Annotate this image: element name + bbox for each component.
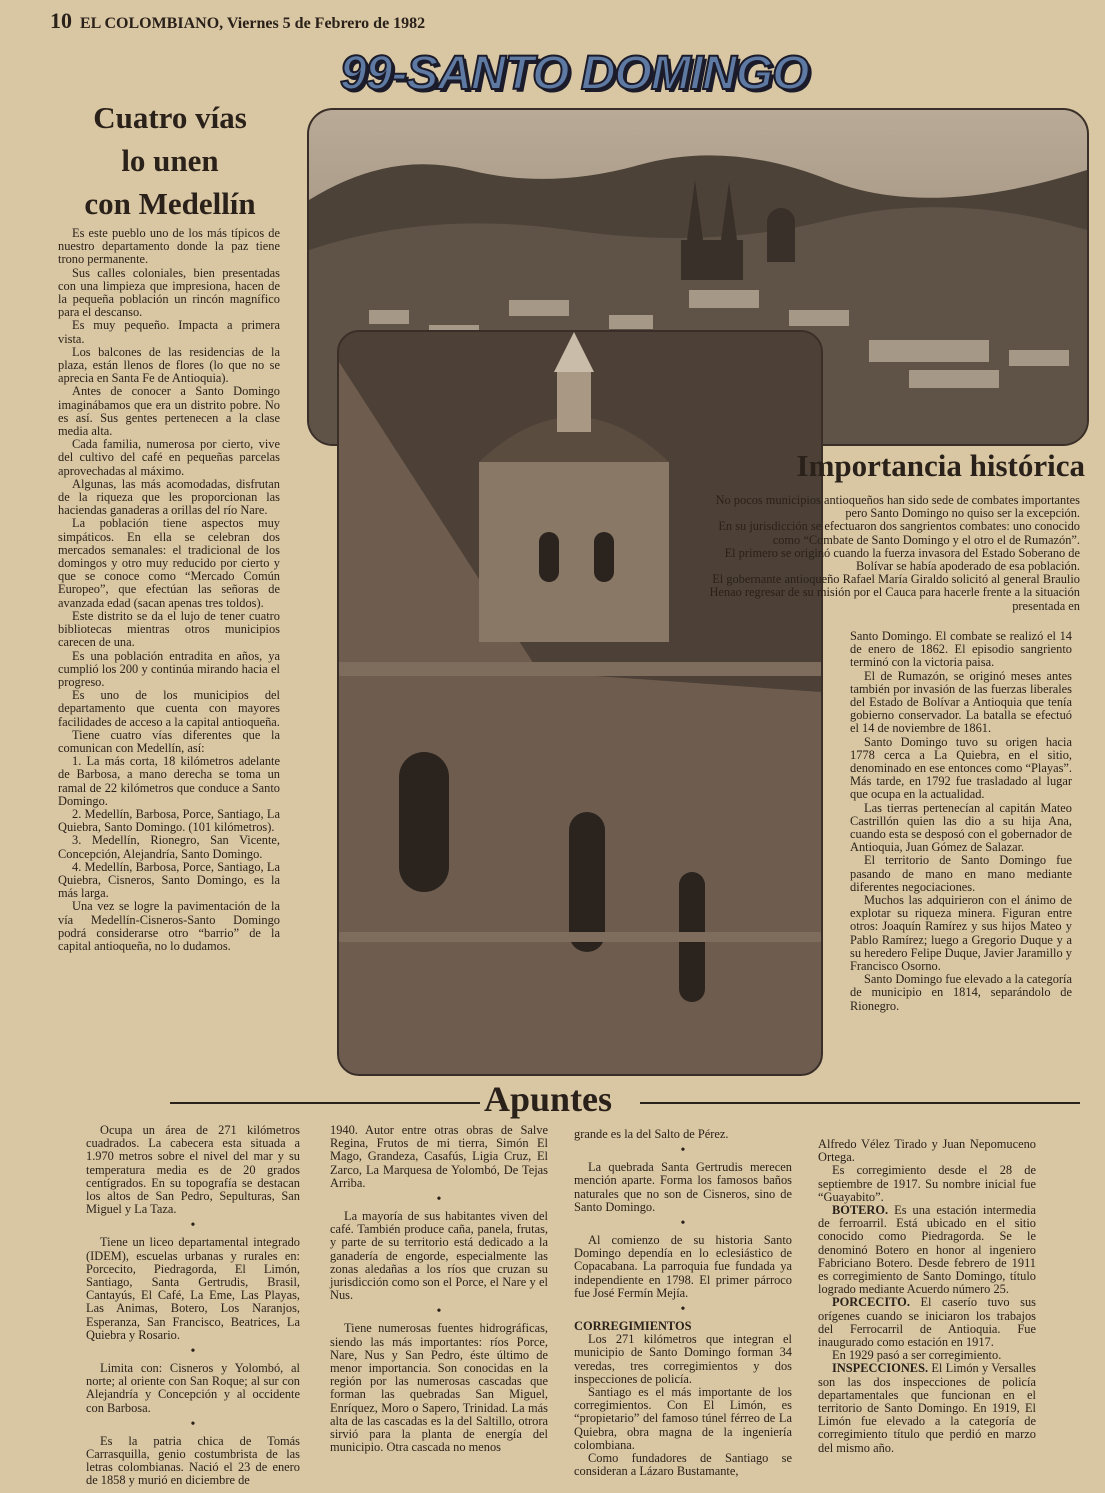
paragraph: 2. Medellín, Barbosa, Porce, Santiago, La Quiebra, Santo Domingo. (101 kilómetros). bbox=[58, 806, 280, 835]
paragraph: Antes de conocer a Santo Domingo imaginábamos que era un distrito pobre. No es así. Sus gentes pertenecen a la clase media alta. bbox=[58, 384, 280, 439]
paragraph: El gobernante antioqueño Rafael María Giraldo solicitó al general Braulio Henao regresar de su misión por el Cauca para hacerle frente a la situación presentada en bbox=[709, 572, 1080, 613]
church-image bbox=[339, 332, 821, 1074]
bullet-separator: • bbox=[680, 1143, 686, 1159]
bullet-separator: • bbox=[436, 1304, 442, 1320]
apuntes-column-4 bbox=[818, 1138, 1036, 1455]
bullet-separator: • bbox=[436, 1192, 442, 1208]
inspecciones-text: El Limón y Versalles son las dos inspecciones de policía departamentales que funcionan en el territorio de Santo Domingo. En 1919, El Limón fue elevado a la categoría de corregimiento título que perdió en marzo del mismo año. bbox=[818, 1361, 1036, 1455]
paragraph: Es uno de los municipios del departamento que cuenta con mayores facilidades de acceso a la capital antioqueña. bbox=[58, 688, 280, 729]
newspaper-dateline: EL COLOMBIANO, Viernes 5 de Febrero de 1982 bbox=[80, 15, 426, 32]
paragraph: Es corregimiento desde el 28 de septiembre de 1917. Su nombre inicial fue “Guayabito”. bbox=[818, 1163, 1036, 1204]
paragraph: grande es la del Salto de Pérez. bbox=[574, 1127, 729, 1141]
paragraph: Santo Domingo. El combate se realizó el 14 de enero de 1862. El episodio sangriento terminó con la victoria paisa. bbox=[850, 629, 1072, 670]
paragraph: Al comienzo de su historia Santo Domingo dependía en lo eclesiástico de Copacabana. La parroquia fue fundada ya independiente en 1798. El primer párroco fue José Fermín Mejía. bbox=[574, 1233, 792, 1300]
paragraph: Tiene numerosas fuentes hidrográficas, siendo las más importantes: ríos Porce, Nare, Nus y San Pedro, éste último de menor importancia. Son conocidas en la región por las numerosas cascadas que forman las quebradas San Miguel, Enríquez, Moro o Sapero, Trinidad. La más alta de las cascadas es la del Saltillo, otrora sirvió para la planta de energía del municipio. Otra cascada no menos bbox=[330, 1321, 548, 1455]
paragraph: Es una población entradita en años, ya cumplió los 200 y continúa mirando hacia el progreso. bbox=[58, 648, 280, 689]
rule-right bbox=[640, 1102, 1080, 1104]
apuntes-column-3 bbox=[574, 1128, 792, 1478]
paragraph: No pocos municipios antioqueños han sido sede de combates importantes pero Santo Domingo no quiso ser la excepción. bbox=[715, 493, 1080, 521]
apuntes-column-1 bbox=[86, 1124, 300, 1488]
inspecciones-heading: INSPECCIONES. bbox=[832, 1361, 929, 1376]
rule-left bbox=[170, 1102, 480, 1104]
paragraph: Este distrito se da el lujo de tener cuatro bibliotecas mientras otros municipios carecen de una. bbox=[58, 608, 280, 650]
paragraph: Como fundadores de Santiago se consideran a Lázaro Bustamante, bbox=[574, 1451, 792, 1479]
paragraph: La población tiene aspectos muy simpáticos. En ella se celebran dos mercados semanales: el tradicional de los domingos y otro muy reducido por cierto y que se conoce como “Mercado Común Europeo”, que efectúan las señoras de avanzada edad (sacan apenas tres toldos). bbox=[58, 516, 280, 610]
porcecito-paragraph bbox=[818, 1296, 1036, 1349]
paragraph: 4. Medellín, Barbosa, Porce, Santiago, La Quiebra, Cisneros, Santo Domingo, es la más larga. bbox=[58, 859, 280, 901]
paragraph: Tiene un liceo departamental integrado (IDEM), escuelas urbanas y rurales en: Porcecito, Piedragorda, El Limón, Santiago, Santa Gertrudis, Brasil, Cantayús, El Café, La Eme, Las Playas, Las Animas, Botero, Los Naranjos, Esperanza, San Francisco, Beatrices, La Quiebra y Rosario. bbox=[86, 1235, 300, 1342]
apuntes-column-2 bbox=[330, 1124, 548, 1454]
paragraph: Alfredo Vélez Tirado y Juan Nepomuceno Ortega. bbox=[818, 1137, 1036, 1165]
importancia-body-wide bbox=[680, 494, 1080, 613]
paragraph: En su jurisdicción se efectuaron dos sangrientos combates: uno conocido como “Combate de Santo Domingo y el otro el de Rumazón”. bbox=[718, 519, 1080, 547]
paragraph: Es este pueblo uno de los más típicos de nuestro departamento donde la paz tiene trono permanente. bbox=[58, 226, 280, 267]
paragraph: Muchos las adquirieron con el ánimo de explotar su riqueza minera. Figuran entre otros: Joaquín Ramírez y sus hijos Mateo y Pablo Ramírez; luego a Gregorio Duque y a su heredero Felipe Duque, Javier Jaramillo y Francisco Osorno. bbox=[850, 893, 1072, 974]
paragraph: El territorio de Santo Domingo fue pasando de mano en mano mediante diferentes negociaciones. bbox=[850, 853, 1072, 894]
botero-paragraph bbox=[818, 1204, 1036, 1296]
paragraph: En 1929 pasó a ser corregimiento. bbox=[832, 1348, 1002, 1363]
paragraph: Cada familia, numerosa por cierto, vive del cultivo del café en pequeñas parcelas aprovechadas al máximo. bbox=[58, 437, 280, 478]
page-header bbox=[50, 8, 425, 34]
importancia-title: Importancia histórica bbox=[796, 448, 1085, 483]
paragraph: Santo Domingo tuvo su origen hacia 1778 cerca a La Quiebra, en el sitio, denominado en ese entonces como “Playas”. Más tarde, en 1792 fue trasladado al lugar que ocupa en la actualidad. bbox=[850, 734, 1072, 802]
title-line: con Medellín bbox=[84, 186, 256, 221]
paragraph: Santo Domingo fue elevado a la categoría de municipio en 1814, separándolo de Rionegro. bbox=[850, 972, 1072, 1013]
inspecciones-paragraph bbox=[818, 1362, 1036, 1454]
left-article-title bbox=[50, 96, 290, 225]
paragraph: Tiene cuatro vías diferentes que la comunican con Medellín, así: bbox=[58, 727, 280, 755]
bullet-separator: • bbox=[190, 1416, 196, 1432]
church-photo bbox=[337, 330, 823, 1076]
paragraph: La quebrada Santa Gertrudis merecen mención aparte. Forma los famosos baños naturales que no son de Cisneros, sino de Santo Domingo. bbox=[574, 1160, 792, 1214]
title-line: Cuatro vías bbox=[93, 100, 247, 135]
paragraph: Es muy pequeño. Impacta a primera vista. bbox=[58, 318, 280, 346]
bullet-separator: • bbox=[680, 1302, 686, 1318]
title-line: lo unen bbox=[121, 143, 219, 178]
bullet-separator: • bbox=[680, 1216, 686, 1232]
bullet-separator: • bbox=[190, 1344, 196, 1360]
paragraph: Es la patria chica de Tomás Carrasquilla, genio costumbrista de las letras colombianas. Nació el 23 de enero de 1858 y murió en diciembre de bbox=[86, 1433, 300, 1488]
paragraph: Limita con: Cisneros y Yolombó, al norte; al oriente con San Roque; al sur con Alejandría y Concepción y al occidente con Barbosa. bbox=[86, 1361, 300, 1415]
porcecito-text: El caserío tuvo sus orígenes cuando se iniciaron los trabajos del Ferrocarril de Antioquia. Fue inaugurado como estación en 1917. bbox=[818, 1295, 1036, 1350]
paragraph: 1940. Autor entre otras obras de Salve Regina, Frutos de mi tierra, Simón El Mago, Grandeza, Casafús, Ligia Cruz, El Zarco, La Marquesa de Yolombó, De Tejas Arriba. bbox=[330, 1123, 548, 1190]
paragraph: La mayoría de sus habitantes viven del café. También produce caña, panela, frutas, y parte de su territorio está dedicado a la ganadería de engorde, especialmente las zonas aledañas a los ríos que cruzan su jurisdicción como son el Porce, el Nare y el Nus. bbox=[330, 1209, 548, 1303]
left-article-body bbox=[58, 227, 280, 953]
paragraph: Los 271 kilómetros que integran el municipio de Santo Domingo forman 34 veredas, tres corregimientos y dos inspecciones de policía. bbox=[574, 1332, 792, 1386]
paragraph: Las tierras pertenecían al capitán Mateo Castrillón quien las dio a su hija Ana, cuando esta se desposó con el gobernador de Antioquia, Juan Gómez de Salazar. bbox=[850, 800, 1072, 855]
paragraph: 3. Medellín, Rionegro, San Vicente, Concepción, Alejandría, Santo Domingo. bbox=[58, 833, 280, 861]
paragraph: Santiago es el más importante de los corregimientos. Con El Limón, es “propietario” del famoso túnel férreo de La Quiebra, obra magna de la ingeniería colombiana. bbox=[574, 1385, 792, 1452]
botero-heading: BOTERO. bbox=[832, 1203, 889, 1218]
apuntes-title: Apuntes bbox=[480, 1078, 616, 1120]
paragraph: 1. La más corta, 18 kilómetros adelante de Barbosa, a mano derecha se toma un ramal de 22 kilómetros que conduce a Santo Domingo. bbox=[58, 754, 280, 808]
importancia-body-narrow bbox=[850, 630, 1072, 1013]
apuntes-header bbox=[170, 1078, 1080, 1122]
paragraph: Ocupa un área de 271 kilómetros cuadrados. La cabecera esta situada a 1.970 metros sobre el nivel del mar y su temperatura media es de 20 grados centígrados. En su topografía se destacan los altos de San Pedro, Sepulturas, San Miguel y La Taza. bbox=[86, 1123, 300, 1217]
page-number: 10 bbox=[50, 8, 72, 33]
botero-text: Es una estación intermedia de ferroarril. Está ubicado en el sitio conocido como Piedragorda. Se le denominó Botero en honor al ingeniero Fabriciano Botero. Desde febrero de 1911 es corregimiento de Santo Domingo, título logrado mediante Acuerdo número 25. bbox=[818, 1203, 1036, 1297]
paragraph: Los balcones de las residencias de la plaza, están llenos de flores (lo que no se aprecia en Santa Fe de Antioquia). bbox=[58, 344, 280, 386]
porcecito-heading: PORCECITO. bbox=[832, 1295, 910, 1310]
section-banner: 99-SANTO DOMINGO bbox=[340, 47, 809, 100]
paragraph: El de Rumazón, se originó meses antes también por invasión de las fuerzas liberales del Estado de Bolívar a Antioquia que tenía gobierno conservador. La batalla se efectuó el 14 de noviembre de 1861. bbox=[850, 668, 1072, 736]
paragraph: Una vez se logre la pavimentación de la vía Medellín-Cisneros-Santo Domingo podrá considerarse otro “barrio” de la capital antioqueña, no lo dudamos. bbox=[58, 899, 280, 953]
paragraph: El primero se originó cuando la fuerza invasora del Estado Soberano de Bolívar se había apoderado de esa población. bbox=[724, 545, 1080, 574]
paragraph: Sus calles coloniales, bien presentadas con una limpieza que impresiona, hacen de la pequeña población un rincón magnífico para el descanso. bbox=[58, 265, 280, 320]
paragraph: Algunas, las más acomodadas, disfrutan de la riqueza que les proporcionan las haciendas ganaderas a orillas del río Nare. bbox=[58, 476, 280, 518]
corregimientos-heading: CORREGIMIENTOS bbox=[574, 1319, 692, 1334]
bullet-separator: • bbox=[190, 1218, 196, 1234]
